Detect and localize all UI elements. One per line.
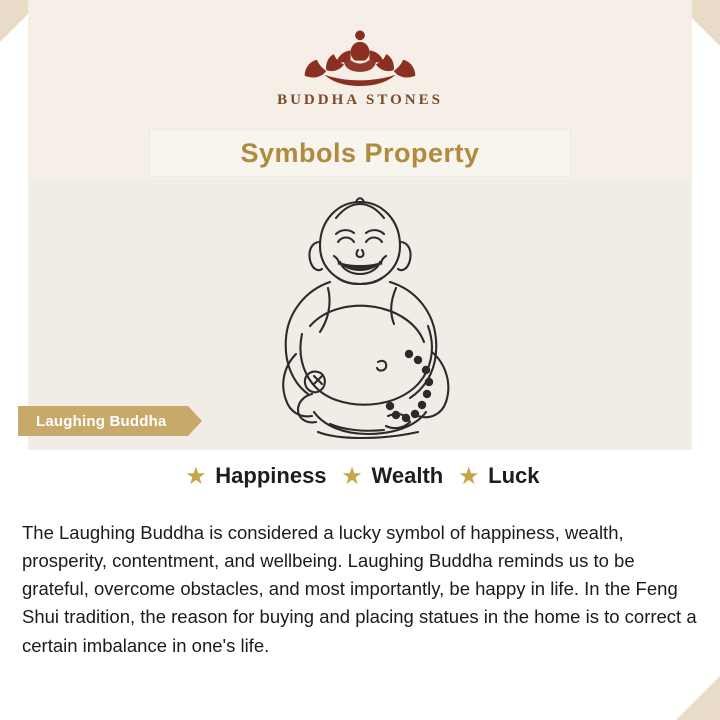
laughing-buddha-illustration — [210, 184, 510, 446]
corner-decoration-bottom-right — [676, 676, 720, 720]
keyword-wealth: Wealth — [371, 463, 444, 488]
keyword-happiness: Happiness — [215, 463, 327, 488]
image-caption-text: Laughing Buddha — [36, 412, 167, 430]
page-title: Symbols Property — [240, 137, 480, 168]
image-caption-tag — [18, 406, 188, 436]
star-icon: ★ — [186, 465, 206, 488]
lotus-meditation-icon — [285, 22, 435, 88]
star-icon: ★ — [342, 465, 362, 488]
description-paragraph: The Laughing Buddha is considered a lucky symbol of happiness, wealth, prosperity, contentment, and wellbeing. Laughing Buddha reminds us to be grateful, overcome obstacles, and most importantly, be happy in life. In the Feng Shui tradition, the reason for buying and placing statues in the home is to correct a certain imbalance in one's life. — [22, 521, 697, 656]
star-icon: ★ — [459, 465, 479, 488]
keyword-row — [0, 463, 720, 489]
brand-name: BUDDHA STONES — [277, 92, 443, 108]
title-bar — [150, 130, 570, 176]
brand-block — [28, 22, 692, 109]
keyword-luck: Luck — [488, 463, 540, 488]
